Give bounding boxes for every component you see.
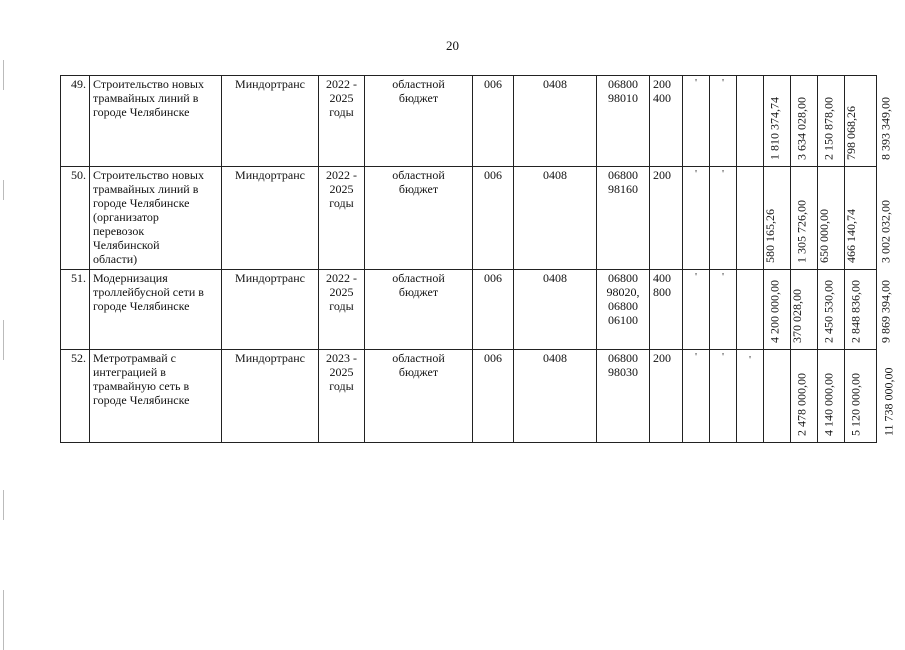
measure-name: Строительство новых трамвайных линий в городе Челябинске (организатор перевозок Челябинской области) bbox=[90, 167, 222, 270]
empty-mark: ' bbox=[710, 350, 737, 443]
empty-mark: ' bbox=[710, 76, 737, 167]
amount-value: 4 200 000,00 bbox=[767, 280, 782, 343]
amount-cell bbox=[737, 270, 782, 350]
row-number: 49. bbox=[61, 76, 90, 167]
funding-source: областной бюджет bbox=[365, 167, 473, 270]
vr-code: 200 bbox=[650, 350, 683, 443]
rzpr-code: 0408 bbox=[514, 350, 597, 443]
amount-cell bbox=[845, 76, 892, 167]
executor: Миндортранс bbox=[222, 76, 319, 167]
budget-table bbox=[60, 75, 895, 443]
amount-value: 466 140,74 bbox=[844, 209, 858, 263]
period: 2022 - 2025 годы bbox=[319, 270, 365, 350]
rzpr-code: 0408 bbox=[514, 76, 597, 167]
vr-code: 200 400 bbox=[650, 76, 683, 167]
amount-cell bbox=[845, 350, 895, 443]
amount-value: 798 068,26 bbox=[844, 106, 858, 160]
amount-value: 3 634 028,00 bbox=[794, 97, 809, 160]
amount-cell bbox=[764, 350, 809, 443]
amount-value: 2 848 836,00 bbox=[848, 280, 863, 343]
csr-code: 06800 98010 bbox=[597, 76, 650, 167]
grbs-code: 006 bbox=[473, 76, 514, 167]
executor: Миндортранс bbox=[222, 270, 319, 350]
table-row bbox=[61, 167, 877, 270]
row-number: 52. bbox=[61, 350, 90, 443]
amount-value: 8 393 349,00 bbox=[878, 97, 892, 160]
amount-cell bbox=[791, 350, 836, 443]
grbs-code: 006 bbox=[473, 350, 514, 443]
amount-value: 4 140 000,00 bbox=[821, 373, 836, 436]
table-row bbox=[61, 76, 877, 167]
funding-source: областной бюджет bbox=[365, 350, 473, 443]
rzpr-code: 0408 bbox=[514, 167, 597, 270]
empty-mark: ' bbox=[683, 167, 710, 270]
amount-cell bbox=[764, 167, 809, 270]
grbs-code: 006 bbox=[473, 167, 514, 270]
period: 2023 - 2025 годы bbox=[319, 350, 365, 443]
amount-value: 11 738 000,00 bbox=[880, 367, 895, 436]
amount-cell bbox=[818, 76, 858, 167]
table-row bbox=[61, 350, 877, 443]
amount-value: 5 120 000,00 bbox=[848, 373, 863, 436]
page-number: 20 bbox=[446, 38, 459, 53]
amount-value: 1 305 726,00 bbox=[794, 200, 809, 263]
empty-mark: ' bbox=[683, 76, 710, 167]
csr-code: 06800 98160 bbox=[597, 167, 650, 270]
amount-cell bbox=[791, 270, 836, 350]
table-row bbox=[61, 270, 877, 350]
vr-code: 200 bbox=[650, 167, 683, 270]
amount-cell bbox=[737, 350, 764, 443]
amount-value: 370 028,00 bbox=[790, 289, 804, 343]
grbs-code: 006 bbox=[473, 270, 514, 350]
amount-value: 650 000,00 bbox=[817, 209, 831, 263]
period: 2022 - 2025 годы bbox=[319, 76, 365, 167]
amount-cell bbox=[845, 167, 892, 270]
amount-cell bbox=[764, 270, 804, 350]
amount-cell bbox=[818, 350, 863, 443]
scan-margin-marks bbox=[3, 20, 5, 640]
amount-cell bbox=[791, 167, 831, 270]
amount-value: 9 869 394,00 bbox=[878, 280, 892, 343]
period: 2022 - 2025 годы bbox=[319, 167, 365, 270]
row-number: 50. bbox=[61, 167, 90, 270]
csr-code: 06800 98030 bbox=[597, 350, 650, 443]
empty-mark: ' bbox=[710, 167, 737, 270]
amount-value: 1 810 374,74 bbox=[767, 97, 782, 160]
empty-mark: ' bbox=[683, 270, 710, 350]
executor: Миндортранс bbox=[222, 167, 319, 270]
measure-name: Модернизация троллейбусной сети в городе Челябинске bbox=[90, 270, 222, 350]
table-body bbox=[61, 76, 895, 443]
amount-value: 3 002 032,00 bbox=[878, 200, 892, 263]
amount-cell bbox=[818, 270, 863, 350]
empty-mark: ' bbox=[683, 350, 710, 443]
rzpr-code: 0408 bbox=[514, 270, 597, 350]
measure-name: Метротрамвай с интеграцией в трамвайную сеть в городе Челябинске bbox=[90, 350, 222, 443]
amount-cell bbox=[737, 76, 782, 167]
measure-name: Строительство новых трамвайных линий в городе Челябинске bbox=[90, 76, 222, 167]
amount-value: 2 150 878,00 bbox=[821, 97, 836, 160]
amount-cell bbox=[791, 76, 836, 167]
amount-cell bbox=[737, 167, 777, 270]
executor: Миндортранс bbox=[222, 350, 319, 443]
csr-code: 06800 98020, 06800 06100 bbox=[597, 270, 650, 350]
amount-value: ' bbox=[749, 355, 751, 366]
amount-value: 2 478 000,00 bbox=[794, 373, 809, 436]
funding-source: областной бюджет bbox=[365, 270, 473, 350]
vr-code: 400 800 bbox=[650, 270, 683, 350]
row-number: 51. bbox=[61, 270, 90, 350]
funding-source: областной бюджет bbox=[365, 76, 473, 167]
amount-cell bbox=[818, 167, 858, 270]
amount-value: 2 450 530,00 bbox=[821, 280, 836, 343]
amount-cell bbox=[845, 270, 892, 350]
amount-value: 580 165,26 bbox=[763, 209, 777, 263]
amount-cell bbox=[764, 76, 809, 167]
empty-mark: ' bbox=[710, 270, 737, 350]
